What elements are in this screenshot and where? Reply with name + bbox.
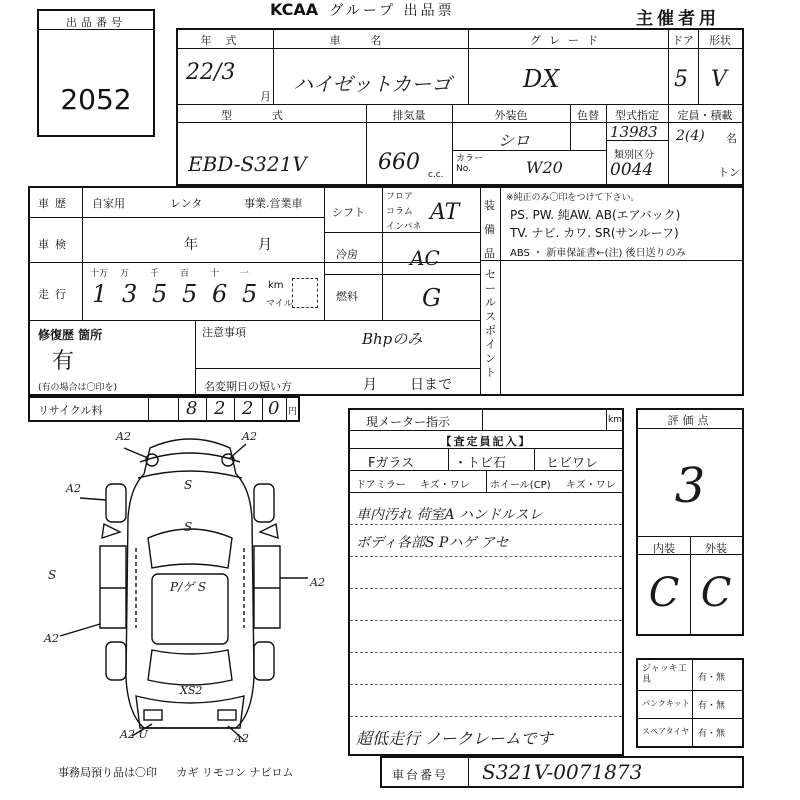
- recycle-digit: 0: [268, 398, 280, 419]
- shift-option-panel: インパネ: [386, 222, 422, 232]
- type-spec-value: 13983: [610, 123, 658, 141]
- mirror-value: キズ・ワレ: [420, 480, 470, 491]
- footer-note-label: 事務局預り品は〇印: [58, 766, 157, 779]
- model-value: EBD-S321V: [188, 152, 307, 176]
- spare-value: 有・無: [698, 729, 726, 739]
- mileage-unit: 百: [180, 269, 190, 279]
- inspection-month: 月: [258, 237, 272, 253]
- color-no-label: カラーNo.: [456, 154, 484, 174]
- grade-label: グレード: [530, 34, 606, 47]
- mark-left-3: A2: [44, 632, 59, 645]
- mark-hood-2: S: [184, 520, 193, 534]
- glass-label: Fガラス: [368, 456, 415, 471]
- displacement-value: 660: [378, 150, 420, 175]
- mark-rear-3: A2: [234, 732, 249, 745]
- year-value: 22/3: [186, 60, 236, 85]
- jack-value: 有・無: [698, 673, 726, 683]
- mileage-unit: 一: [240, 269, 250, 279]
- car-diagram: [40, 428, 340, 758]
- wheel-label: ホイール(CP): [490, 480, 551, 491]
- mileage-unit: 十: [210, 269, 220, 279]
- mile-label: マイル: [266, 299, 293, 309]
- equipment-line3: ABS ・ 新車保証書←(注) 後日送りのみ: [510, 248, 686, 259]
- load-unit: トン: [718, 166, 740, 179]
- mark-front-right: A2: [242, 430, 257, 443]
- ac-label: 冷房: [336, 248, 358, 261]
- recycle-digit: 2: [214, 398, 226, 419]
- displacement-label: 排気量: [392, 109, 426, 122]
- repair-label: 修復歴 箇所: [38, 328, 103, 342]
- page-header: [270, 0, 530, 22]
- lot-number-label: 出品番号: [66, 16, 126, 29]
- chassis-label: 車台番号: [392, 768, 449, 782]
- year-label: 年式: [200, 34, 251, 47]
- mileage-label: 走行: [38, 288, 72, 301]
- km-label: km: [268, 280, 284, 291]
- mileage-digit: 6: [212, 280, 228, 308]
- history-block: [28, 186, 744, 396]
- shift-option-floor: フロア: [386, 192, 414, 202]
- mark-front-left: A2: [116, 430, 131, 443]
- history-label: 車歴: [38, 197, 72, 210]
- repair-value: 有: [52, 349, 75, 374]
- inspector-note: ボディ各部S Pハゲ アセ: [356, 535, 509, 551]
- mileage-digit: 5: [242, 280, 258, 308]
- puncture-label: パンクキット: [642, 699, 690, 708]
- shape-value: V: [711, 67, 727, 92]
- color-no-value: W20: [526, 158, 563, 177]
- recycle-label: リサイクル料: [38, 404, 103, 417]
- mileage-digit: 3: [122, 280, 138, 308]
- spare-label: スペアタイヤ: [642, 727, 690, 736]
- history-option-private: 自家用: [92, 197, 125, 210]
- caution-label: 注意事項: [202, 326, 246, 339]
- shift-label: シフト: [332, 206, 365, 219]
- car-name-value: ハイゼットカーゴ: [293, 72, 452, 96]
- equipment-note: ※純正のみ〇印をつけて下さい。: [506, 193, 640, 203]
- brand-logo: KCAA: [270, 0, 319, 19]
- recycle-fee-box: [28, 396, 300, 422]
- class-value: 0044: [610, 160, 654, 180]
- inspector-bottom-note: 超低走行 ノークレームです: [356, 729, 553, 748]
- equipment-line1: PS. PW. 純AW. AB(エアバック): [510, 208, 681, 222]
- score-label: 評価点: [667, 414, 713, 427]
- mileage-digits: [88, 266, 268, 316]
- ac-value: AC: [410, 246, 440, 270]
- wheel-value: キズ・ワレ: [566, 480, 616, 491]
- door-label: ドア: [672, 34, 694, 47]
- cc-unit: c.c.: [428, 170, 444, 180]
- shift-option-column: コラム: [386, 207, 413, 217]
- exterior-label: 外装: [705, 542, 727, 555]
- capacity-label: 定員・積載: [677, 109, 733, 122]
- exterior-value: C: [700, 570, 732, 616]
- model-label: 型式: [221, 109, 323, 122]
- score-value: 3: [674, 458, 706, 514]
- mile-checkbox: [292, 278, 318, 308]
- sales-point-label: セールスポイント: [485, 268, 496, 379]
- mileage-digit: 5: [182, 280, 198, 308]
- shift-value: AT: [430, 200, 460, 225]
- mirror-label: ドアミラー: [356, 480, 406, 491]
- name-label: 車名: [329, 34, 412, 47]
- mark-roof: P/ゲ S: [170, 580, 207, 594]
- interior-value: C: [648, 570, 680, 616]
- mark-left-2: S: [48, 568, 57, 582]
- recycle-unit: 円: [288, 407, 298, 417]
- footer-items: カギ リモコン ナビロム: [176, 766, 294, 779]
- class-label: 類別区分: [614, 150, 654, 161]
- crack-label: ヒビワレ: [546, 456, 599, 471]
- name-change-month: 月: [363, 377, 377, 393]
- history-option-business: 事業.営業車: [244, 197, 303, 210]
- door-value: 5: [674, 67, 688, 92]
- meter-km: km: [608, 415, 622, 425]
- mark-hood: S: [184, 478, 193, 492]
- fuel-label: 燃料: [336, 290, 358, 303]
- equipment-label: 装備品: [484, 199, 495, 260]
- lot-number: 2052: [60, 83, 132, 116]
- inspection-year: 年: [184, 237, 198, 253]
- caution-value: Bhpのみ: [362, 330, 423, 348]
- capacity-value: 2(4): [676, 128, 705, 144]
- host-use-label: 主催者用: [636, 9, 720, 29]
- mark-rear: XS2: [180, 684, 203, 697]
- lot-number-box: [37, 9, 155, 137]
- score-box: [636, 408, 744, 636]
- page-title: グループ 出品票: [329, 3, 455, 19]
- mark-rear-2: A2 U: [120, 728, 148, 741]
- color-change-label: 色替: [577, 109, 599, 122]
- inspector-box: [348, 408, 624, 756]
- name-change-label: 名変期日の短い方: [204, 380, 292, 393]
- mark-right: A2: [310, 576, 325, 589]
- inspection-label: 車検: [38, 238, 72, 251]
- mileage-unit: 万: [120, 269, 130, 279]
- meter-label: 現メーター指示: [366, 415, 451, 429]
- puncture-value: 有・無: [698, 701, 726, 711]
- footer-note: [58, 764, 294, 780]
- tools-box: [636, 658, 744, 748]
- month-suffix: 月: [260, 90, 271, 103]
- shape-label: 形状: [709, 34, 731, 47]
- inspector-note: 車内汚れ 荷室A ハンドルスレ: [356, 507, 543, 523]
- mileage-digit: 1: [92, 280, 108, 308]
- chassis-value: S321V-0071873: [482, 760, 643, 784]
- grade-value: DX: [523, 65, 560, 93]
- vehicle-info-grid: [176, 28, 744, 186]
- capacity-unit: 名: [726, 132, 737, 145]
- mileage-unit: 十万: [90, 269, 109, 279]
- repair-note: (有の場合は〇印を): [38, 383, 118, 393]
- mark-left: A2: [66, 482, 81, 495]
- inspector-header: 【査定員記入】: [440, 435, 532, 448]
- chassis-box: [380, 756, 744, 788]
- recycle-digit: 8: [186, 398, 198, 419]
- fuel-value: G: [422, 284, 442, 312]
- glass-value: ・トビ石: [454, 456, 507, 471]
- interior-label: 内装: [653, 542, 675, 555]
- jack-label: ジャッキ工具: [642, 664, 687, 685]
- recycle-digit: 2: [242, 398, 254, 419]
- mileage-unit: 千: [150, 269, 160, 279]
- color-label: 外装色: [494, 109, 528, 122]
- mileage-digit: 5: [152, 280, 168, 308]
- equipment-line2: TV. ナビ. カワ. SR(サンルーフ): [510, 226, 679, 240]
- name-change-day: 日まで: [410, 377, 452, 393]
- history-option-rental: レンタ: [170, 197, 203, 210]
- color-value: シロ: [498, 131, 531, 150]
- type-spec-label: 型式指定: [615, 109, 659, 122]
